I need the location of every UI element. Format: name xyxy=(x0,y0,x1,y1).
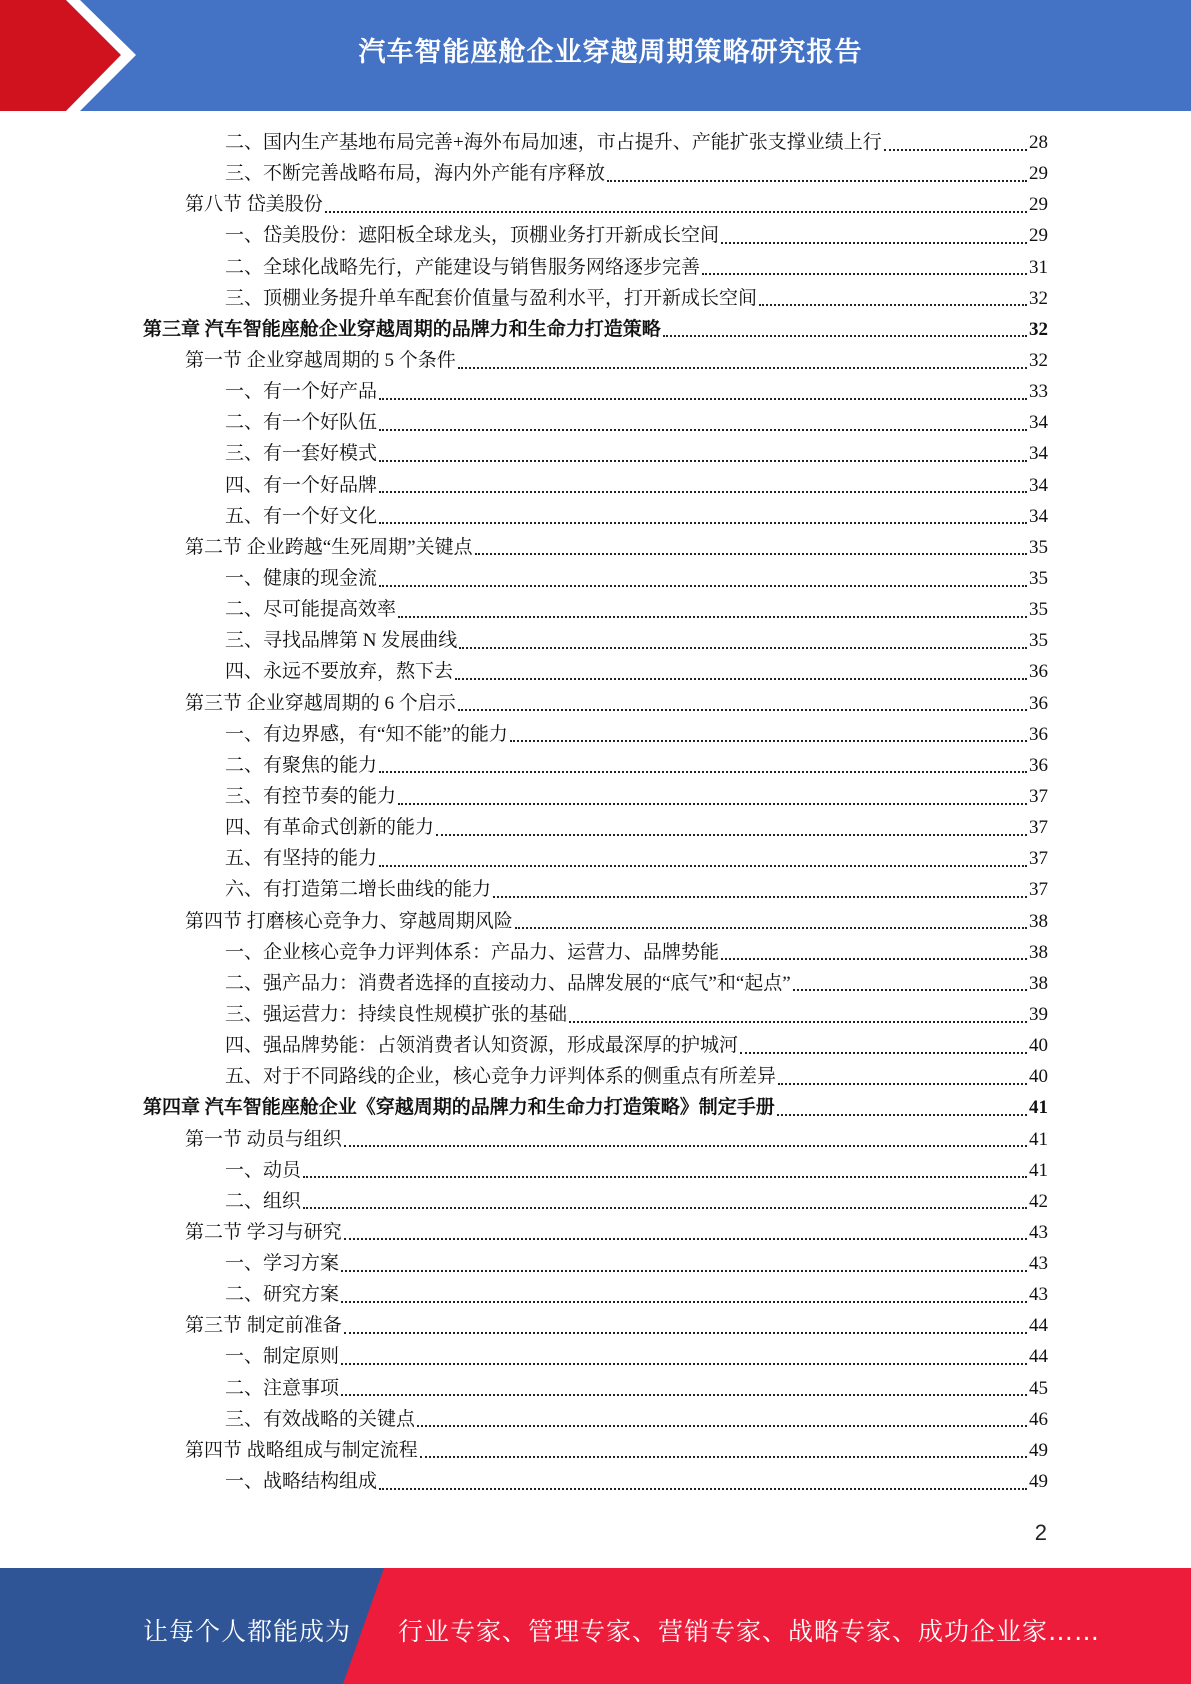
toc-entry-title: 三、有控节奏的能力 xyxy=(225,785,397,807)
toc-subsection-entry[interactable] xyxy=(143,1030,1048,1061)
toc-section-entry[interactable] xyxy=(143,345,1048,376)
toc-page-number: 34 xyxy=(1029,412,1048,434)
toc-section-entry[interactable] xyxy=(143,189,1048,220)
toc-subsection-entry[interactable] xyxy=(143,999,1048,1030)
toc-dot-leader xyxy=(379,491,1027,493)
toc-page-number: 41 xyxy=(1029,1159,1048,1181)
toc-page-number: 41 xyxy=(1029,1128,1048,1150)
toc-page-number: 44 xyxy=(1029,1346,1048,1368)
toc-page-number: 36 xyxy=(1029,723,1048,745)
toc-page-number: 35 xyxy=(1029,567,1048,589)
toc-entry-title: 第四章 汽车智能座舱企业《穿越周期的品牌力和生命力打造策略》制定手册 xyxy=(143,1097,775,1119)
toc-page-number: 37 xyxy=(1029,785,1048,807)
toc-chapter-entry[interactable] xyxy=(143,314,1048,345)
toc-subsection-entry[interactable] xyxy=(143,563,1048,594)
toc-subsection-entry[interactable] xyxy=(143,1155,1048,1186)
toc-page-number: 34 xyxy=(1029,443,1048,465)
toc-subsection-entry[interactable] xyxy=(143,719,1048,750)
toc-dot-leader xyxy=(344,1332,1027,1334)
toc-subsection-entry[interactable] xyxy=(143,594,1048,625)
toc-subsection-entry[interactable] xyxy=(143,1341,1048,1372)
toc-entry-title: 三、有效战略的关键点 xyxy=(225,1408,416,1430)
toc-entry-title: 四、有革命式创新的能力 xyxy=(225,817,435,839)
toc-subsection-entry[interactable] xyxy=(143,376,1048,407)
toc-dot-leader xyxy=(515,927,1027,929)
page-header xyxy=(0,0,1191,111)
toc-page-number: 35 xyxy=(1029,536,1048,558)
toc-dot-leader xyxy=(344,1238,1027,1240)
toc-page-number: 33 xyxy=(1029,381,1048,403)
toc-page-number: 45 xyxy=(1029,1377,1048,1399)
toc-dot-leader xyxy=(721,242,1027,244)
toc-dot-leader xyxy=(510,740,1027,742)
toc-entry-title: 第四节 打磨核心竞争力、穿越周期风险 xyxy=(185,910,513,932)
toc-dot-leader xyxy=(325,211,1027,213)
toc-page-number: 32 xyxy=(1029,349,1048,371)
toc-entry-title: 六、有打造第二增长曲线的能力 xyxy=(225,879,492,901)
toc-section-entry[interactable] xyxy=(143,1124,1048,1155)
toc-dot-leader xyxy=(341,1363,1027,1365)
toc-entry-title: 一、企业核心竞争力评判体系：产品力、运营力、品牌势能 xyxy=(225,941,720,963)
toc-dot-leader xyxy=(344,1145,1027,1147)
toc-entry-title: 三、顶棚业务提升单车配套价值量与盈利水平，打开新成长空间 xyxy=(225,287,758,309)
toc-entry-title: 二、注意事项 xyxy=(225,1377,340,1399)
toc-page-number: 46 xyxy=(1029,1408,1048,1430)
toc-dot-leader xyxy=(459,647,1027,649)
toc-subsection-entry[interactable] xyxy=(143,1186,1048,1217)
toc-dot-leader xyxy=(458,709,1027,711)
toc-subsection-entry[interactable] xyxy=(143,874,1048,905)
toc-dot-leader xyxy=(759,304,1027,306)
toc-dot-leader xyxy=(379,522,1027,524)
toc-entry-title: 第三节 制定前准备 xyxy=(185,1315,342,1337)
toc-entry-title: 第三节 企业穿越周期的 6 个启示 xyxy=(185,692,456,714)
toc-page-number: 34 xyxy=(1029,474,1048,496)
toc-subsection-entry[interactable] xyxy=(143,158,1048,189)
toc-dot-leader xyxy=(607,180,1027,182)
toc-dot-leader xyxy=(379,585,1027,587)
toc-dot-leader xyxy=(569,1021,1027,1023)
toc-subsection-entry[interactable] xyxy=(143,1404,1048,1435)
toc-section-entry[interactable] xyxy=(143,688,1048,719)
toc-dot-leader xyxy=(379,771,1027,773)
toc-entry-title: 一、制定原则 xyxy=(225,1346,340,1368)
toc-entry-title: 四、永远不要放弃，熬下去 xyxy=(225,661,454,683)
toc-dot-leader xyxy=(379,1488,1027,1490)
toc-page-number: 36 xyxy=(1029,661,1048,683)
toc-subsection-entry[interactable] xyxy=(143,750,1048,781)
toc-page-number: 49 xyxy=(1029,1471,1048,1493)
toc-page-number: 49 xyxy=(1029,1439,1048,1461)
toc-entry-title: 第八节 岱美股份 xyxy=(185,194,323,216)
toc-entry-title: 第二节 企业跨越“生死周期”关键点 xyxy=(185,536,473,558)
toc-dot-leader xyxy=(778,1083,1027,1085)
toc-section-entry[interactable] xyxy=(143,1217,1048,1248)
toc-page-number: 40 xyxy=(1029,1066,1048,1088)
toc-page-number: 34 xyxy=(1029,505,1048,527)
footer-slogan-right: 行业专家、管理专家、营销专家、战略专家、成功企业家…… xyxy=(398,1617,1101,1646)
toc-subsection-entry[interactable] xyxy=(143,438,1048,469)
toc-subsection-entry[interactable] xyxy=(143,283,1048,314)
toc-page-number: 29 xyxy=(1029,225,1048,247)
toc-subsection-entry[interactable] xyxy=(143,501,1048,532)
toc-page-number: 31 xyxy=(1029,256,1048,278)
toc-section-entry[interactable] xyxy=(143,532,1048,563)
toc-subsection-entry[interactable] xyxy=(143,625,1048,656)
toc-entry-title: 二、尽可能提高效率 xyxy=(225,599,397,621)
toc-entry-title: 四、有一个好品牌 xyxy=(225,474,378,496)
toc-dot-leader xyxy=(420,1456,1027,1458)
toc-dot-leader xyxy=(455,678,1027,680)
toc-dot-leader xyxy=(702,273,1027,275)
toc-dot-leader xyxy=(379,460,1027,462)
toc-subsection-entry[interactable] xyxy=(143,1279,1048,1310)
toc-entry-title: 一、战略结构组成 xyxy=(225,1471,378,1493)
toc-page-number: 36 xyxy=(1029,754,1048,776)
toc-entry-title: 一、有边界感，有“知不能”的能力 xyxy=(225,723,508,745)
toc-entry-title: 四、强品牌势能：占领消费者认知资源，形成最深厚的护城河 xyxy=(225,1035,739,1057)
toc-entry-title: 第一节 企业穿越周期的 5 个条件 xyxy=(185,349,456,371)
toc-page-number: 37 xyxy=(1029,817,1048,839)
toc-subsection-entry[interactable] xyxy=(143,407,1048,438)
toc-page-number: 37 xyxy=(1029,848,1048,870)
toc-entry-title: 第三章 汽车智能座舱企业穿越周期的品牌力和生命力打造策略 xyxy=(143,318,661,340)
toc-dot-leader xyxy=(303,1207,1027,1209)
toc-subsection-entry[interactable] xyxy=(143,968,1048,999)
toc-page-number: 32 xyxy=(1029,287,1048,309)
toc-subsection-entry[interactable] xyxy=(143,127,1048,158)
toc-page-number: 38 xyxy=(1029,972,1048,994)
toc-subsection-entry[interactable] xyxy=(143,252,1048,283)
toc-page-number: 38 xyxy=(1029,941,1048,963)
toc-dot-leader xyxy=(398,803,1027,805)
toc-subsection-entry[interactable] xyxy=(143,843,1048,874)
toc-subsection-entry[interactable] xyxy=(143,937,1048,968)
toc-page-number: 28 xyxy=(1029,132,1048,153)
toc-subsection-entry[interactable] xyxy=(143,470,1048,501)
report-title: 汽车智能座舱企业穿越周期策略研究报告 xyxy=(358,37,863,68)
toc-entry-title: 三、寻找品牌第 N 发展曲线 xyxy=(225,630,458,652)
toc-page-number: 41 xyxy=(1029,1097,1048,1119)
toc-chapter-entry[interactable] xyxy=(143,1092,1048,1123)
toc-page-number: 29 xyxy=(1029,194,1048,216)
toc-subsection-entry[interactable] xyxy=(143,220,1048,251)
toc-subsection-entry[interactable] xyxy=(143,1373,1048,1404)
toc-dot-leader xyxy=(663,335,1027,337)
toc-dot-leader xyxy=(777,1114,1027,1116)
toc-entry-title: 二、组织 xyxy=(225,1190,302,1212)
toc-entry-title: 二、国内生产基地布局完善+海外布局加速，市占提升、产能扩张支撑业绩上行 xyxy=(225,132,882,153)
toc-entry-title: 一、动员 xyxy=(225,1159,302,1181)
toc-entry-title: 第二节 学习与研究 xyxy=(185,1221,342,1243)
toc-page-number: 32 xyxy=(1029,318,1048,340)
table-of-contents xyxy=(143,127,1048,1497)
toc-section-entry[interactable] xyxy=(143,1310,1048,1341)
toc-entry-title: 二、强产品力：消费者选择的直接动力、品牌发展的“底气”和“起点” xyxy=(225,972,791,994)
toc-dot-leader xyxy=(721,958,1027,960)
toc-dot-leader xyxy=(458,367,1027,369)
toc-page-number: 43 xyxy=(1029,1253,1048,1275)
toc-dot-leader xyxy=(740,1052,1027,1054)
page-footer xyxy=(0,1568,1191,1684)
toc-entry-title: 五、有一个好文化 xyxy=(225,505,378,527)
toc-page-number: 35 xyxy=(1029,599,1048,621)
toc-page-number: 39 xyxy=(1029,1003,1048,1025)
toc-dot-leader xyxy=(379,865,1027,867)
toc-section-entry[interactable] xyxy=(143,906,1048,937)
toc-dot-leader xyxy=(475,553,1027,555)
toc-dot-leader xyxy=(379,429,1027,431)
toc-dot-leader xyxy=(341,1394,1027,1396)
toc-subsection-entry[interactable] xyxy=(143,1466,1048,1497)
toc-entry-title: 二、全球化战略先行，产能建设与销售服务网络逐步完善 xyxy=(225,256,701,278)
toc-page-number: 29 xyxy=(1029,163,1048,185)
toc-subsection-entry[interactable] xyxy=(143,1248,1048,1279)
toc-dot-leader xyxy=(793,989,1027,991)
toc-page-number: 36 xyxy=(1029,692,1048,714)
toc-dot-leader xyxy=(398,616,1027,618)
toc-entry-title: 第四节 战略组成与制定流程 xyxy=(185,1439,418,1461)
toc-entry-title: 二、有聚焦的能力 xyxy=(225,754,378,776)
toc-entry-title: 二、研究方案 xyxy=(225,1284,340,1306)
toc-page-number: 42 xyxy=(1029,1190,1048,1212)
toc-page-number: 40 xyxy=(1029,1035,1048,1057)
toc-entry-title: 一、健康的现金流 xyxy=(225,567,378,589)
toc-entry-title: 五、有坚持的能力 xyxy=(225,848,378,870)
toc-entry-title: 一、有一个好产品 xyxy=(225,381,378,403)
toc-entry-title: 第一节 动员与组织 xyxy=(185,1128,342,1150)
toc-page-number: 43 xyxy=(1029,1221,1048,1243)
toc-subsection-entry[interactable] xyxy=(143,812,1048,843)
toc-dot-leader xyxy=(341,1301,1027,1303)
toc-dot-leader xyxy=(341,1270,1027,1272)
toc-subsection-entry[interactable] xyxy=(143,1061,1048,1092)
toc-subsection-entry[interactable] xyxy=(143,781,1048,812)
toc-dot-leader xyxy=(379,398,1027,400)
toc-entry-title: 三、有一套好模式 xyxy=(225,443,378,465)
toc-entry-title: 三、不断完善战略布局，海内外产能有序释放 xyxy=(225,163,606,185)
footer-slogan-left: 让每个人都能成为 xyxy=(143,1617,352,1646)
toc-entry-title: 一、岱美股份：遮阳板全球龙头，顶棚业务打开新成长空间 xyxy=(225,225,720,247)
toc-page-number: 37 xyxy=(1029,879,1048,901)
toc-page-number: 38 xyxy=(1029,910,1048,932)
toc-page-number: 35 xyxy=(1029,630,1048,652)
toc-entry-title: 一、学习方案 xyxy=(225,1253,340,1275)
toc-dot-leader xyxy=(303,1176,1027,1178)
toc-entry-title: 三、强运营力：持续良性规模扩张的基础 xyxy=(225,1003,568,1025)
toc-entry-title: 五、对于不同路线的企业，核心竞争力评判体系的侧重点有所差异 xyxy=(225,1066,777,1088)
toc-dot-leader xyxy=(493,896,1027,898)
toc-page-number: 43 xyxy=(1029,1284,1048,1306)
toc-dot-leader xyxy=(436,834,1027,836)
toc-dot-leader xyxy=(417,1425,1027,1427)
toc-entry-title: 二、有一个好队伍 xyxy=(225,412,378,434)
toc-subsection-entry[interactable] xyxy=(143,656,1048,687)
toc-dot-leader xyxy=(884,149,1027,151)
toc-section-entry[interactable] xyxy=(143,1435,1048,1466)
page-number: 2 xyxy=(1034,1520,1047,1545)
toc-page-number: 44 xyxy=(1029,1315,1048,1337)
